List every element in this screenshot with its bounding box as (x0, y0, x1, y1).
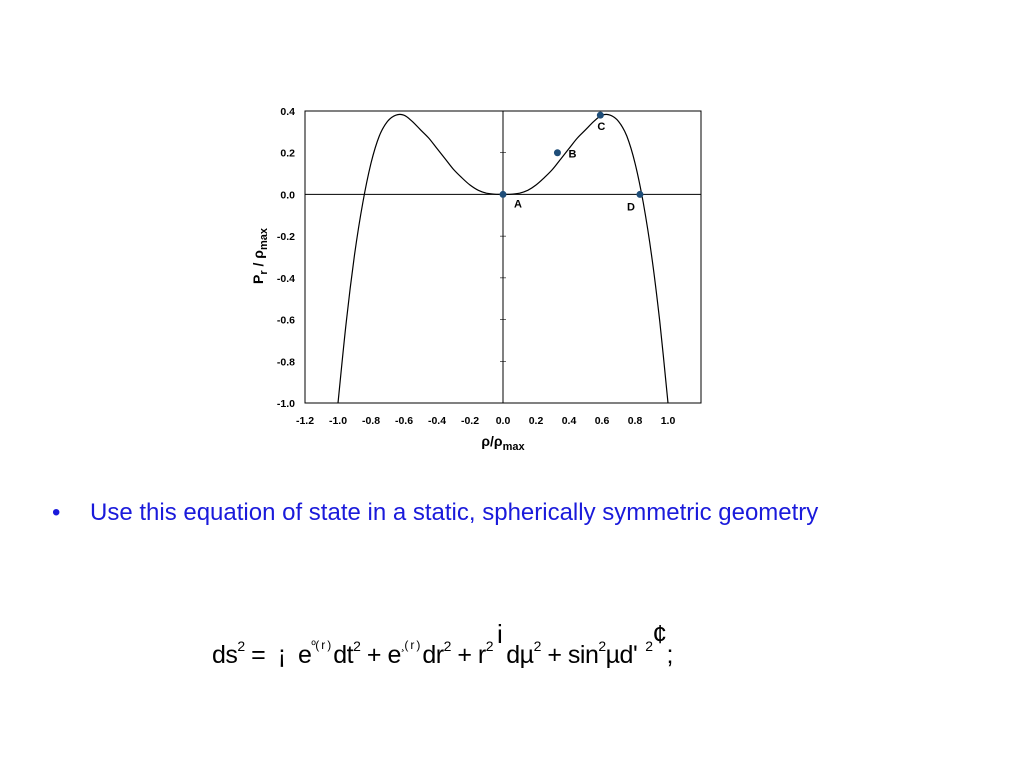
eq-e2: e (387, 641, 401, 669)
y-tick-label: -0.4 (276, 272, 295, 285)
eq-dt-exp: 2 (353, 638, 361, 654)
eq-lambda: ¸ (400, 638, 405, 652)
eq-dr: dr (422, 641, 444, 669)
point-c (597, 112, 604, 119)
eq-minus-glyph: ¡ (277, 641, 286, 669)
x-tick-label: -1.2 (295, 415, 315, 427)
bullet-marker: • (52, 499, 61, 526)
eq-semicolon: ; (666, 641, 673, 669)
eq-ds: ds (212, 641, 238, 669)
eq-nu: º (311, 638, 316, 652)
point-label-b: B (568, 148, 577, 161)
axes (305, 111, 701, 403)
point-label-c: C (597, 121, 606, 134)
eq-open-bracket: i (497, 619, 503, 649)
y-tick-label: -0.8 (276, 356, 295, 369)
x-tick-label: -0.2 (460, 415, 480, 427)
eq-plus1: + (360, 641, 388, 669)
point-d (636, 191, 643, 198)
x-tick-label: -0.4 (427, 415, 447, 427)
point-label-d: D (626, 201, 635, 214)
point-label-a: A (514, 198, 522, 211)
eq-dtheta-exp: 2 (533, 638, 541, 654)
eq-e1: e (291, 641, 312, 669)
eq-lambda-arg: (r) (404, 638, 423, 652)
eq-dphi: µd' (605, 641, 638, 669)
x-tick-label: -0.8 (361, 415, 381, 427)
x-tick-label: 0.8 (627, 415, 643, 427)
eq-r: r (477, 641, 486, 669)
metric-equation (212, 604, 673, 685)
x-axis-label: $\rho/\rho_{max}$ (481, 433, 525, 453)
y-tick-label: 0.0 (280, 189, 295, 202)
x-tick-label: -0.6 (394, 415, 414, 427)
eq-plus2: + (450, 641, 478, 669)
eq-equals: = (244, 641, 272, 669)
x-tick-label: 0.6 (594, 415, 610, 427)
y-tick-label: -0.2 (276, 231, 295, 244)
y-tick-label: -0.6 (276, 314, 295, 327)
eq-nu-arg: (r) (315, 638, 334, 652)
eq-r-exp: 2 (485, 638, 493, 654)
eq-dphi-exp: 2 (645, 638, 653, 654)
y-tick-label: 0.4 (280, 106, 295, 118)
y-tick-label: -1.0 (276, 398, 295, 410)
eq-dr-exp: 2 (443, 638, 451, 654)
eq-plus3: + (540, 641, 568, 669)
y-tick-label: 0.2 (280, 147, 295, 160)
eq-dtheta: dµ (506, 641, 534, 669)
eq-close-bracket: ¢ (652, 619, 667, 649)
y-axis-label: $P_r / \rho_{max}$ (250, 228, 270, 284)
eq-ds-exp: 2 (237, 638, 245, 654)
ticks-layer (277, 106, 676, 427)
eq-dt: dt (333, 641, 354, 669)
x-tick-label: 0.4 (561, 415, 577, 427)
x-tick-label: 0.0 (495, 415, 511, 427)
bullet-item (52, 498, 818, 528)
x-tick-label: 1.0 (660, 415, 676, 427)
bullet-text: Use this equation of state in a static, spherically symmetric geometry (90, 499, 819, 526)
point-b (554, 149, 561, 156)
point-a (500, 191, 507, 198)
eq-sin-exp: 2 (598, 638, 606, 654)
x-tick-label: 0.2 (528, 415, 544, 427)
eq-sin: sin (567, 641, 599, 669)
x-tick-label: -1.0 (328, 415, 348, 427)
